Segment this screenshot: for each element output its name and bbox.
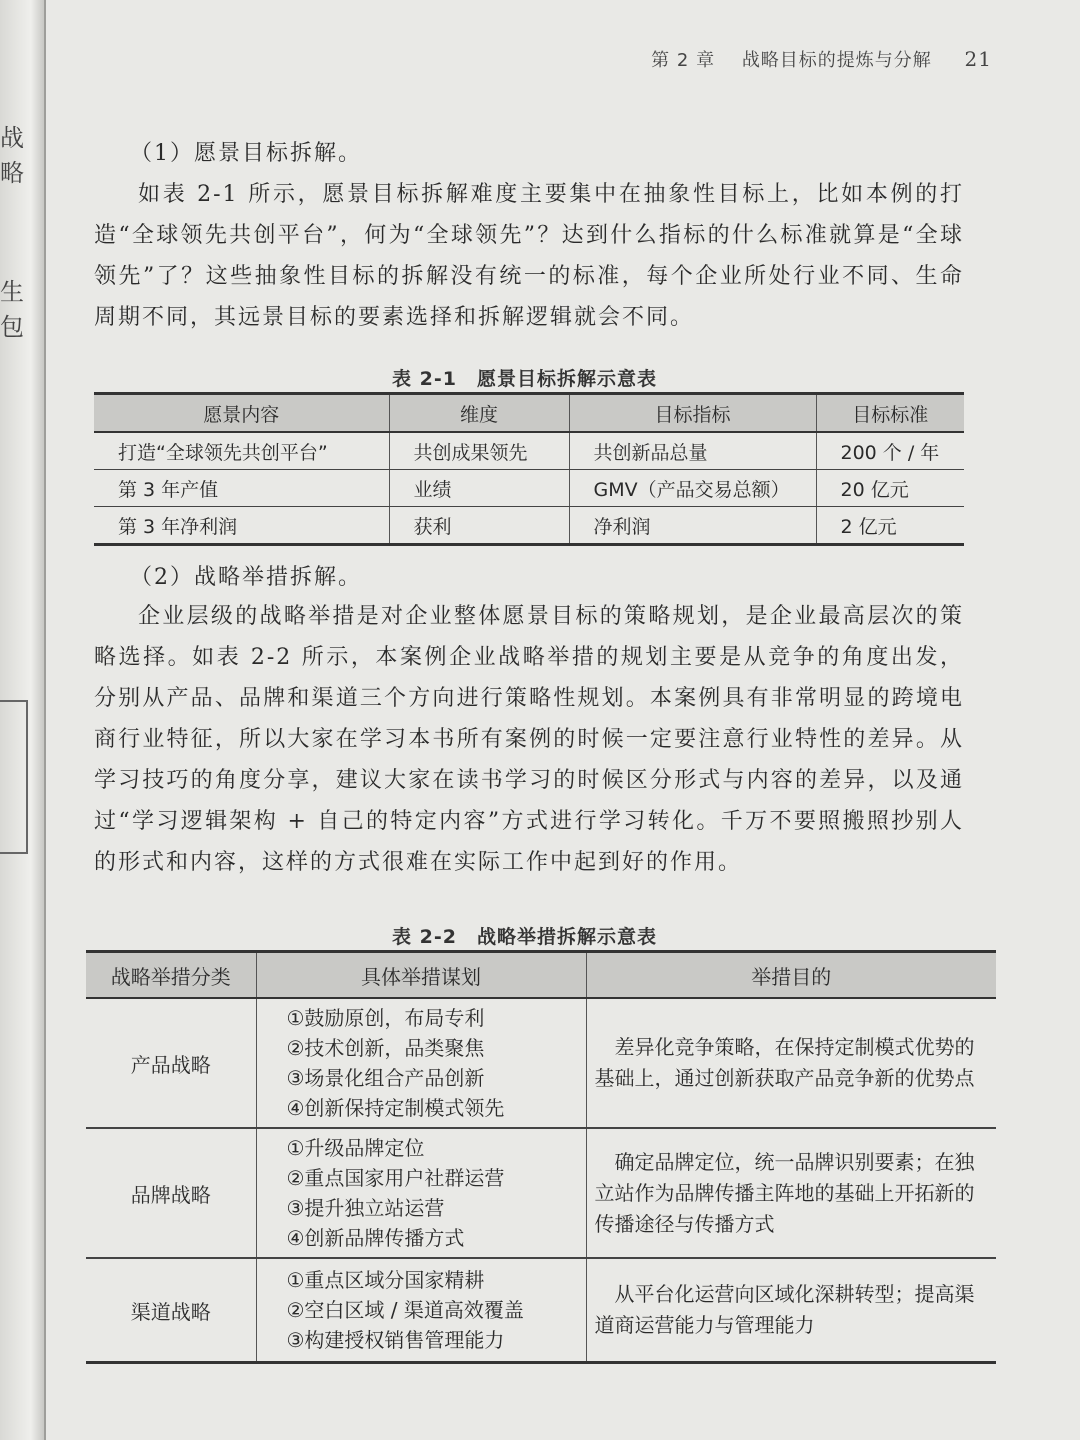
- table-cell: 20 亿元: [816, 470, 964, 507]
- running-header: [651, 46, 992, 72]
- left-page-edge: [0, 0, 46, 1440]
- strategy-table: [86, 950, 996, 1364]
- chapter-label: 第 2 章: [651, 50, 716, 71]
- left-page-box: [0, 700, 28, 854]
- table-cell: 净利润: [569, 507, 816, 545]
- table-cell: 业绩: [389, 470, 569, 507]
- table-caption: 表 2-1 愿景目标拆解示意表: [392, 368, 657, 390]
- column-header: 举措目的: [586, 952, 996, 999]
- table-header-row: [86, 952, 996, 999]
- category-cell: 渠道战略: [86, 1258, 256, 1363]
- measure-item: ①重点区域分国家精耕: [286, 1268, 485, 1292]
- table-row: [94, 507, 964, 545]
- measure-item: ③场景化组合产品创新: [286, 1066, 485, 1090]
- body-paragraph: [94, 174, 964, 338]
- table-row: [86, 1258, 996, 1363]
- measure-item: ②重点国家用户社群运营: [286, 1166, 505, 1190]
- measures-cell: [256, 998, 586, 1128]
- left-page-fragment: 战略: [0, 124, 24, 187]
- table-cell: 获利: [389, 507, 569, 545]
- table-row: [94, 432, 964, 470]
- left-page-fragment: 生包: [0, 278, 24, 341]
- table-cell: 打造“全球领先共创平台”: [94, 432, 389, 470]
- purpose-cell: 差异化竞争策略，在保持定制模式优势的基础上，通过创新获取产品竞争新的优势点: [586, 998, 996, 1128]
- category-cell: 品牌战略: [86, 1128, 256, 1258]
- chapter-title: 战略目标的提炼与分解: [741, 50, 932, 71]
- column-header: 目标标准: [816, 394, 964, 433]
- column-header: 维度: [389, 394, 569, 433]
- table-caption: 表 2-2 战略举措拆解示意表: [392, 926, 657, 948]
- section-heading: （2）战略举措拆解。: [130, 565, 362, 590]
- paragraph-text: 如表 2-1 所示，愿景目标拆解难度主要集中在抽象性目标上，比如本例的打造“全球领先共创平台”，何为“全球领先”？达到什么指标的什么标准就算是“全球领先”了？这些抽象性目标的拆解没有统一的标准，每个企业所处行业不同、生命周期不同，其远景目标的要素选择和拆解逻辑就会不同。: [94, 182, 964, 330]
- column-header: 具体举措谋划: [256, 952, 586, 999]
- table-cell: 第 3 年净利润: [94, 507, 389, 545]
- measure-item: ①鼓励原创，布局专利: [286, 1006, 485, 1030]
- column-header: 目标指标: [569, 394, 816, 433]
- page-number: 21: [964, 47, 992, 71]
- measure-item: ②空白区域 / 渠道高效覆盖: [286, 1298, 524, 1322]
- measure-item: ①升级品牌定位: [286, 1136, 425, 1160]
- measures-cell: [256, 1128, 586, 1258]
- body-paragraph: [94, 596, 964, 883]
- table-cell: 共创新品总量: [569, 432, 816, 470]
- table-row: [86, 998, 996, 1128]
- table-cell: 2 亿元: [816, 507, 964, 545]
- section-heading: （1）愿景目标拆解。: [130, 141, 362, 166]
- table-cell: 200 个 / 年: [816, 432, 964, 470]
- column-header: 愿景内容: [94, 394, 389, 433]
- category-cell: 产品战略: [86, 998, 256, 1128]
- measure-item: ③提升独立站运营: [286, 1196, 445, 1220]
- paragraph-text: 企业层级的战略举措是对企业整体愿景目标的策略规划，是企业最高层次的策略选择。如表 2-2 所示，本案例企业战略举措的规划主要是从竞争的角度出发，分别从产品、品牌和渠道三个方向进行策略性规划。本案例具有非常明显的跨境电商行业特征，所以大家在学习本书所有案例的时候一定要注意行业特性的差异。从学习技巧的角度分享，建议大家在读书学习的时候区分形式与内容的差异，以及通过“学习逻辑架构 + 自己的特定内容”方式进行学习转化。千万不要照搬照抄别人的形式和内容，这样的方式很难在实际工作中起到好的作用。: [94, 604, 964, 875]
- table-cell: GMV（产品交易总额）: [569, 470, 816, 507]
- table-header-row: [94, 394, 964, 433]
- measures-cell: [256, 1258, 586, 1363]
- purpose-cell: 确定品牌定位，统一品牌识别要素；在独立站作为品牌传播主阵地的基础上开拓新的传播途径与传播方式: [586, 1128, 996, 1258]
- vision-table: [94, 392, 964, 546]
- measure-item: ②技术创新，品类聚焦: [286, 1036, 485, 1060]
- measure-item: ③构建授权销售管理能力: [286, 1328, 505, 1352]
- table-row: [86, 1128, 996, 1258]
- purpose-cell: 从平台化运营向区域化深耕转型；提高渠道商运营能力与管理能力: [586, 1258, 996, 1363]
- table-cell: 共创成果领先: [389, 432, 569, 470]
- column-header: 战略举措分类: [86, 952, 256, 999]
- table-row: [94, 470, 964, 507]
- table-cell: 第 3 年产值: [94, 470, 389, 507]
- measure-item: ④创新品牌传播方式: [286, 1226, 465, 1250]
- measure-item: ④创新保持定制模式领先: [286, 1096, 505, 1120]
